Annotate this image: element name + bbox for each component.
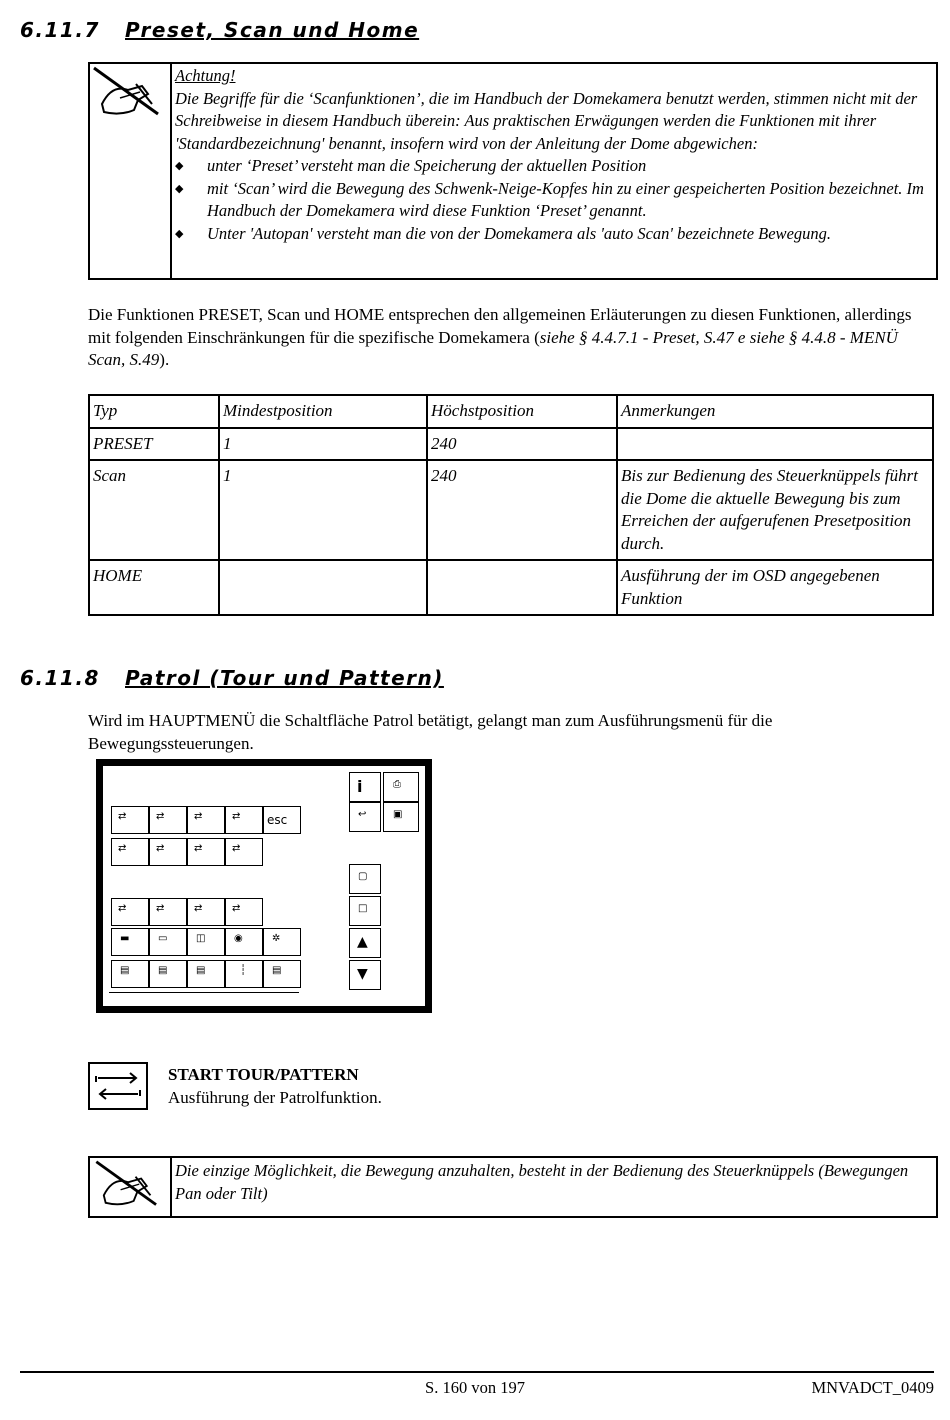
function-button[interactable]: ┆: [225, 960, 263, 988]
table-header: Typ: [89, 395, 219, 428]
table-header: Anmerkungen: [617, 395, 933, 428]
down-arrow-button[interactable]: ▼: [349, 960, 381, 990]
note-bullet: ◆ Unter 'Autopan' versteht man die von der Domekamera als 'auto Scan' bezeichnete Bewegung.: [175, 223, 933, 246]
footer-rule: [20, 1371, 934, 1373]
table-row: [89, 460, 933, 560]
table-cell: [219, 560, 427, 615]
table-cell: Scan: [89, 460, 219, 560]
table-cell: 240: [427, 460, 617, 560]
note-bullet: ◆ mit ‘Scan’ wird die Bewegung des Schwenk-Neige-Kopfes hin zu einer gespeicherten Position bezeichnet. Im Handbuch der Domekamera wird diese Funktion ‘Preset’ genannt.: [175, 178, 933, 223]
screen-button[interactable]: □: [349, 896, 381, 926]
stop-note: [88, 1156, 938, 1218]
pattern-button[interactable]: ⇄: [187, 898, 225, 926]
function-button[interactable]: ▤: [111, 960, 149, 988]
table-cell: PRESET: [89, 428, 219, 461]
table-header-row: [89, 395, 933, 428]
tour-button[interactable]: ⇄: [225, 806, 263, 834]
status-bar: [109, 992, 299, 1001]
hand-note-icon: [90, 1158, 172, 1216]
function-button[interactable]: ▤: [149, 960, 187, 988]
stop-button[interactable]: ▢: [349, 864, 381, 894]
note-text: Die einzige Möglichkeit, die Bewegung anzuhalten, besteht in der Bedienung des Steuerknüppels (Bewegungen Pan oder Tilt): [175, 1161, 909, 1203]
tour-button[interactable]: ⇄: [187, 806, 225, 834]
table-cell: 1: [219, 460, 427, 560]
intro-paragraph: Die Funktionen PRESET, Scan und HOME entsprechen den allgemeinen Erläuterungen zu diesen Funktionen, allerdings mit folgenden Einschränkungen für die spezifische Domekamera (siehe § 4.4.7.1 - Preset, S.47 e siehe § 4.4.8 - MENÜ Scan, S.49).: [88, 305, 912, 369]
note-bullets: [175, 155, 933, 245]
tour-button[interactable]: ⇄: [111, 806, 149, 834]
tour-button[interactable]: ⇄: [149, 838, 187, 866]
reference-link: siehe § 4.4.7.1 - Preset, S.47 e siehe § 4.4.8 - MENÜ Scan, S.49: [88, 327, 898, 369]
section-heading-patrol: [20, 666, 444, 690]
tour-button[interactable]: ⇄: [149, 806, 187, 834]
positions-table: [88, 394, 934, 616]
section-number: 6.11.8: [20, 666, 100, 690]
printer-icon[interactable]: ⎙: [383, 772, 419, 802]
page-number: S. 160 von 197: [425, 1378, 525, 1397]
function-button[interactable]: ◉: [225, 928, 263, 956]
note-text: Die Begriffe für die ‘Scanfunktionen’, die im Handbuch der Domekamera benutzt werden, stimmen nicht mit der Schreibweise in diesem Handbuch überein: Aus praktischen Erwägungen werden die Funktionen mit ihrer 'Standardbezeichnung' benannt, insofern wird von der Anleitung der Dome abgewichen:: [175, 88, 918, 153]
start-tour-description: [168, 1063, 382, 1109]
function-button[interactable]: ▭: [149, 928, 187, 956]
card-icon[interactable]: ▣: [383, 802, 419, 832]
note-heading: Achtung!: [175, 66, 236, 85]
up-arrow-button[interactable]: ▲: [349, 928, 381, 958]
tour-button[interactable]: ⇄: [225, 838, 263, 866]
start-tour-text: Ausführung der Patrolfunktion.: [168, 1088, 382, 1107]
pattern-button[interactable]: ⇄: [111, 898, 149, 926]
section-heading-preset: [20, 18, 419, 42]
function-button[interactable]: ▤: [263, 960, 301, 988]
note-bullet: ◆ unter ‘Preset’ versteht man die Speicherung der aktuellen Position: [175, 155, 933, 178]
table-row: [89, 428, 933, 461]
table-cell: 1: [219, 428, 427, 461]
patrol-paragraph: Wird im HAUPTMENÜ die Schaltfläche Patrol betätigt, gelangt man zum Ausführungsmenü für die Bewegungssteuerungen.: [88, 711, 773, 753]
table-cell: [617, 428, 933, 461]
info-button[interactable]: i: [349, 772, 381, 802]
table-cell: Ausführung der im OSD angegebenen Funktion: [617, 560, 933, 615]
start-tour-icon: [88, 1062, 148, 1110]
document-id: MNVADCT_0409: [811, 1378, 934, 1397]
esc-button[interactable]: esc: [263, 806, 301, 834]
section-number: 6.11.7: [20, 18, 100, 42]
section-title: Preset, Scan und Home: [125, 18, 420, 42]
function-button[interactable]: ▬: [111, 928, 149, 956]
table-row: [89, 560, 933, 615]
table-header: Mindestposition: [219, 395, 427, 428]
back-button[interactable]: ↩: [349, 802, 381, 832]
patrol-menu-screenshot: [96, 759, 432, 1013]
function-button[interactable]: ✲: [263, 928, 301, 956]
start-tour-title: START TOUR/PATTERN: [168, 1065, 359, 1084]
table-cell: Bis zur Bedienung des Steuerknüppels führt die Dome die aktuelle Bewegung bis zum Erreichen der aufgerufenen Presetposition durch.: [617, 460, 933, 560]
attention-note: [88, 62, 938, 280]
table-cell: 240: [427, 428, 617, 461]
function-button[interactable]: ▤: [187, 960, 225, 988]
function-button[interactable]: ◫: [187, 928, 225, 956]
table-cell: [427, 560, 617, 615]
table-header: Höchstposition: [427, 395, 617, 428]
table-cell: HOME: [89, 560, 219, 615]
section-title: Patrol (Tour und Pattern): [125, 666, 444, 690]
pattern-button[interactable]: ⇄: [225, 898, 263, 926]
tour-button[interactable]: ⇄: [111, 838, 149, 866]
pattern-button[interactable]: ⇄: [149, 898, 187, 926]
tour-button[interactable]: ⇄: [187, 838, 225, 866]
hand-note-icon: [90, 64, 172, 278]
